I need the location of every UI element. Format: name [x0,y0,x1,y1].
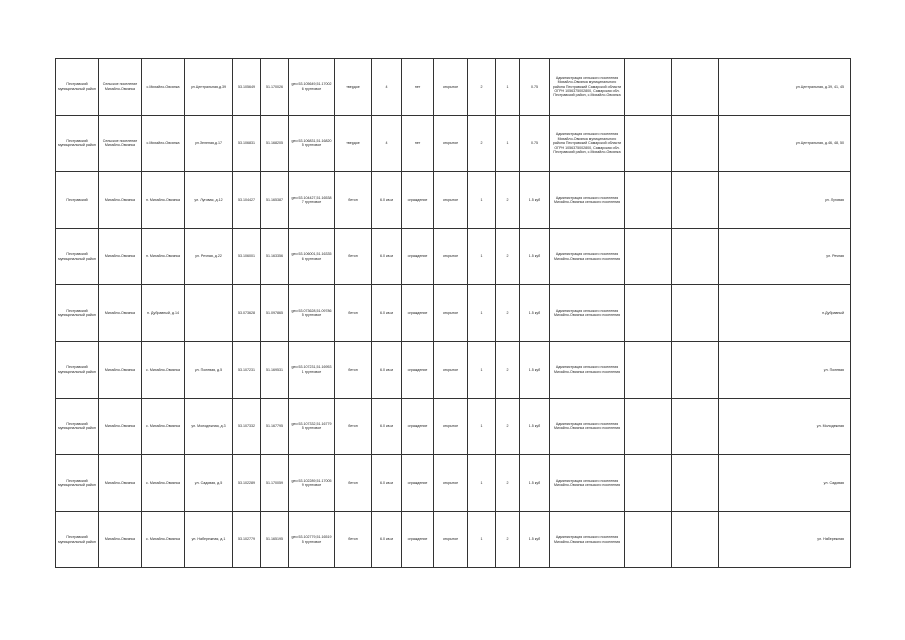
cell-fencing: ограждение [402,455,434,512]
cell-extra-1 [625,172,672,229]
cell-district: Пестравский [56,172,99,229]
cell-locality: с. Михайло-Овсянка [142,455,185,512]
cell-site-type: открытое [434,511,468,568]
cell-settlement: Михайло-Овсянка [99,455,142,512]
cell-served-addresses: ул.Центральная, д.46, 48, 50 [719,115,851,172]
cell-district: Пестравский муниципальный район [56,398,99,455]
table-row [56,285,851,342]
cell-container-count: 1 [468,228,496,285]
cell-locality: с.Михайло-Овсянка [142,59,185,116]
cell-served-addresses: п.Дубравный [719,285,851,342]
cell-locality: п. Михайло-Овсянка [142,228,185,285]
cell-geo-coordinates: geo:53.104427,51.165387 грунтовое [289,172,335,229]
cell-district: Пестравский муниципальный район [56,228,99,285]
cell-bunker-count: 2 [496,455,520,512]
cell-extra-1 [625,228,672,285]
cell-latitude: 53.073628 [233,285,261,342]
cell-served-addresses: ул. Молодежная [719,398,851,455]
cell-area: 6.0 кв.м [372,455,402,512]
cell-container-count: 1 [468,172,496,229]
cell-bunker-count: 1 [496,59,520,116]
cell-longitude: 51.167795 [261,398,289,455]
cell-settlement: Михайло-Овсянка [99,511,142,568]
cell-site-type: открытое [434,115,468,172]
cell-latitude: 53.106001 [233,228,261,285]
cell-served-addresses: ул. Набережная [719,511,851,568]
cell-fencing: ограждение [402,228,434,285]
cell-settlement: Михайло-Овсянка [99,285,142,342]
cell-locality: п. Дубравный, д.14 [142,285,185,342]
cell-longitude: 51.163356 [261,228,289,285]
cell-site-type: открытое [434,341,468,398]
cell-container-count: 1 [468,455,496,512]
cell-volume: 1.5 куб [520,511,550,568]
cell-longitude: 51.170026 [261,59,289,116]
cell-geo-coordinates: geo:53.073628,51.097865 грунтовое [289,285,335,342]
cell-area: 6.0 кв.м [372,511,402,568]
cell-geo-coordinates: geo:53.107332,51.167795 грунтовое [289,398,335,455]
table-row [56,398,851,455]
cell-extra-1 [625,455,672,512]
cell-longitude: 51.165195 [261,511,289,568]
cell-extra-2 [672,398,719,455]
cell-container-count: 2 [468,59,496,116]
cell-container-count: 1 [468,341,496,398]
cell-owner-organization: Администрация сельского поселения Михайло-Овсянка сельского поселения [550,455,625,512]
cell-owner-organization: Администрация сельского поселения Михайло-Овсянка сельского поселения [550,285,625,342]
cell-extra-2 [672,455,719,512]
waste-site-registry-table [55,58,851,568]
cell-owner-organization: Администрация сельского поселения Михайло-Овсянка сельского поселения [550,228,625,285]
cell-settlement: Сельское поселение Михайло-Овсянка [99,115,142,172]
cell-surface-type: бетон [335,398,372,455]
cell-owner-organization: Администрация сельского поселения Михайло-Овсянка сельского поселения [550,511,625,568]
cell-volume: 0.75 [520,115,550,172]
cell-latitude: 53.105649 [233,59,261,116]
cell-geo-coordinates: geo:53.102289,51.170059 грунтовое [289,455,335,512]
cell-bunker-count: 2 [496,172,520,229]
cell-served-addresses: ул.Центральная, д.39, 41, 45 [719,59,851,116]
cell-bunker-count: 2 [496,285,520,342]
cell-bunker-count: 2 [496,511,520,568]
cell-locality: с. Михайло-Овсянка [142,341,185,398]
cell-locality: с. Михайло-Овсянка [142,398,185,455]
cell-served-addresses: ул. Речная [719,228,851,285]
cell-area: 6.0 кв.м [372,285,402,342]
cell-address [185,285,233,342]
cell-district: Пестравский муниципальный район [56,59,99,116]
cell-latitude: 53.107231 [233,341,261,398]
cell-bunker-count: 1 [496,115,520,172]
cell-settlement: Михайло-Овсянка [99,228,142,285]
table-row [56,455,851,512]
cell-site-type: открытое [434,285,468,342]
registry-body [56,59,851,568]
cell-address: ул. Молодежная, д.3 [185,398,233,455]
cell-extra-2 [672,285,719,342]
cell-surface-type: бетон [335,341,372,398]
cell-extra-1 [625,398,672,455]
cell-extra-1 [625,511,672,568]
table-row [56,228,851,285]
cell-area: 4 [372,115,402,172]
cell-district: Пестравский муниципальный район [56,341,99,398]
cell-geo-coordinates: geo:53.107231,51.169531 грунтовое [289,341,335,398]
cell-owner-organization: Администрация сельского поселения Михайло-Овсянка муниципального района Пестравский Самарской области ОГРН 1056375002800, Самарская обл. Пестравский район, с.Михайло-Овсянка [550,59,625,116]
cell-locality: с. Михайло-Овсянка [142,511,185,568]
cell-container-count: 1 [468,398,496,455]
cell-owner-organization: Администрация сельского поселения Михайло-Овсянка муниципального района Пестравский Самарской области ОГРН 1056375002800, Самарская обл. Пестравский район, с.Михайло-Овсянка [550,115,625,172]
cell-owner-organization: Администрация сельского поселения Михайло-Овсянка сельского поселения [550,341,625,398]
cell-district: Пестравский муниципальный район [56,285,99,342]
cell-fencing: ограждение [402,341,434,398]
cell-geo-coordinates: geo:53.106831,51.168205 грунтовое [289,115,335,172]
cell-locality: п. Михайло-Овсянка [142,172,185,229]
cell-district: Пестравский муниципальный район [56,115,99,172]
cell-volume: 1.5 куб [520,228,550,285]
cell-bunker-count: 2 [496,228,520,285]
cell-surface-type: твердое [335,115,372,172]
cell-longitude: 51.165387 [261,172,289,229]
cell-extra-1 [625,115,672,172]
cell-address: ул. Луговая, д.12 [185,172,233,229]
cell-site-type: открытое [434,172,468,229]
cell-address: ул.Центральная,д.39 [185,59,233,116]
table-row [56,511,851,568]
cell-extra-2 [672,341,719,398]
cell-fencing: ограждение [402,285,434,342]
table-row [56,341,851,398]
cell-owner-organization: Администрация сельского поселения Михайло-Овсянка сельского поселения [550,172,625,229]
cell-volume: 1.5 куб [520,285,550,342]
cell-longitude: 51.097865 [261,285,289,342]
cell-surface-type: бетон [335,285,372,342]
cell-area: 6.0 кв.м [372,398,402,455]
cell-geo-coordinates: geo:53.106001,51.163356 грунтовое [289,228,335,285]
cell-site-type: открытое [434,228,468,285]
cell-latitude: 53.102289 [233,455,261,512]
cell-settlement: Михайло-Овсянка [99,398,142,455]
cell-address: ул. Садовая, д.5 [185,455,233,512]
cell-address: ул. Набережная, д.1 [185,511,233,568]
cell-area: 6.0 кв.м [372,341,402,398]
cell-extra-2 [672,172,719,229]
cell-site-type: открытое [434,398,468,455]
cell-fencing: ограждение [402,172,434,229]
cell-served-addresses: ул. Полевая [719,341,851,398]
cell-surface-type: бетон [335,511,372,568]
cell-site-type: открытое [434,455,468,512]
cell-container-count: 1 [468,285,496,342]
cell-address: ул. Речная, д.22 [185,228,233,285]
cell-surface-type: твердое [335,59,372,116]
cell-district: Пестравский муниципальный район [56,511,99,568]
cell-volume: 0.75 [520,59,550,116]
cell-bunker-count: 2 [496,341,520,398]
cell-extra-1 [625,59,672,116]
cell-fencing: нет [402,115,434,172]
cell-latitude: 53.104427 [233,172,261,229]
cell-surface-type: бетон [335,172,372,229]
cell-extra-1 [625,285,672,342]
cell-longitude: 51.170059 [261,455,289,512]
cell-district: Пестравский муниципальный район [56,455,99,512]
cell-surface-type: бетон [335,455,372,512]
cell-latitude: 53.102779 [233,511,261,568]
cell-container-count: 1 [468,511,496,568]
cell-extra-2 [672,59,719,116]
cell-fencing: ограждение [402,398,434,455]
cell-area: 4 [372,59,402,116]
cell-address: ул. Полевая, д.5 [185,341,233,398]
cell-geo-coordinates: geo:53.105649,51.170026 грунтовое [289,59,335,116]
cell-latitude: 53.106831 [233,115,261,172]
cell-latitude: 53.107332 [233,398,261,455]
cell-settlement: Сельское поселение Михайло-Овсянка [99,59,142,116]
cell-fencing: ограждение [402,511,434,568]
cell-volume: 1.5 куб [520,341,550,398]
cell-extra-2 [672,115,719,172]
cell-container-count: 2 [468,115,496,172]
cell-fencing: нет [402,59,434,116]
cell-owner-organization: Администрация сельского поселения Михайло-Овсянка сельского поселения [550,398,625,455]
cell-extra-2 [672,228,719,285]
cell-extra-2 [672,511,719,568]
cell-area: 6.0 кв.м [372,228,402,285]
cell-settlement: Михайло-Овсянка [99,341,142,398]
cell-site-type: открытое [434,59,468,116]
cell-volume: 1.5 куб [520,455,550,512]
cell-longitude: 51.169531 [261,341,289,398]
cell-settlement: Михайло-Овсянка [99,172,142,229]
cell-extra-1 [625,341,672,398]
cell-bunker-count: 2 [496,398,520,455]
cell-address: ул.Зеленая,д.17 [185,115,233,172]
table-row [56,172,851,229]
cell-volume: 1.5 куб [520,398,550,455]
table-row [56,59,851,116]
cell-area: 6.0 кв.м [372,172,402,229]
table-row [56,115,851,172]
cell-geo-coordinates: geo:53.102779,51.165195 грунтовое [289,511,335,568]
cell-volume: 1.5 куб [520,172,550,229]
cell-surface-type: бетон [335,228,372,285]
cell-served-addresses: ул. Садовая [719,455,851,512]
cell-longitude: 51.168205 [261,115,289,172]
cell-locality: с.Михайло-Овсянка [142,115,185,172]
cell-served-addresses: ул. Луговая [719,172,851,229]
